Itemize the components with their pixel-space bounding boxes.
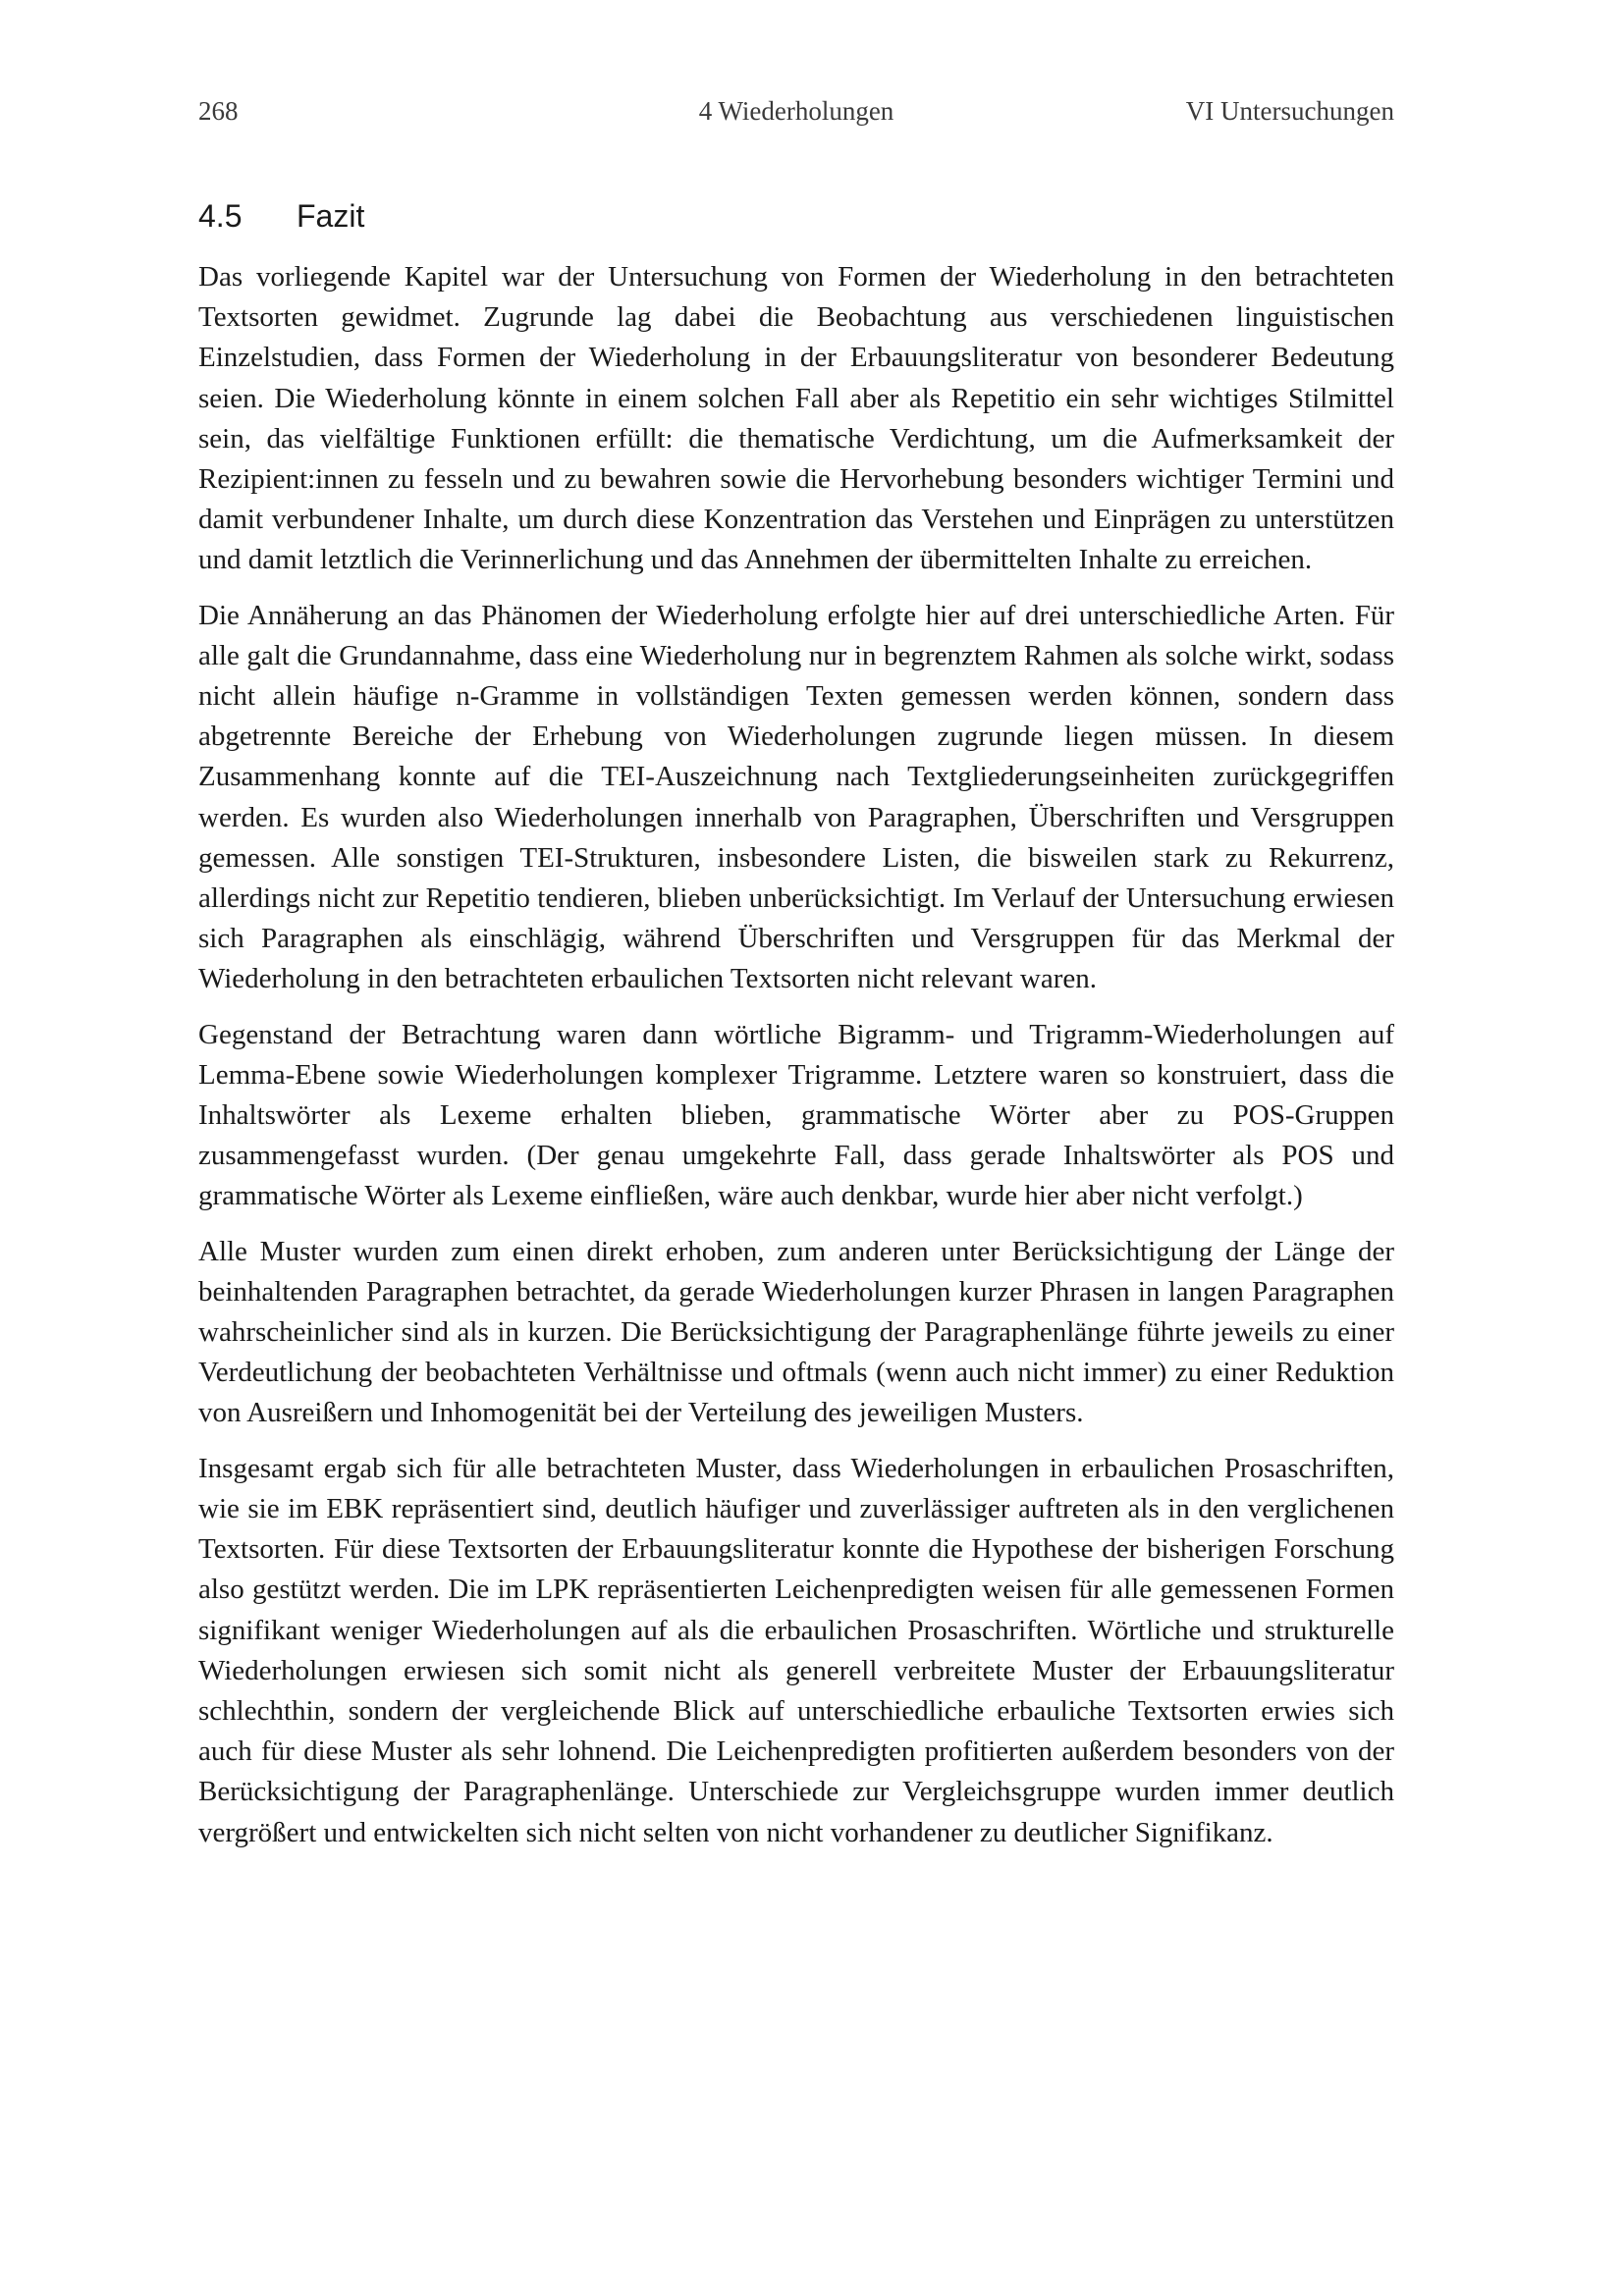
paragraph-4: Alle Muster wurden zum einen direkt erhoben, zum anderen unter Berücksichtigung der Länge der beinhaltenden Paragraphen betrachtet, da gerade Wiederholungen kurzer Phrasen in langen Paragraphen wahrscheinlicher sind als in kurzen. Die Berücksichtigung der Paragraphenlänge führte jeweils zu einer Verdeutlichung der beobachteten Verhältnisse und oftmals (wenn auch nicht immer) zu einer Reduktion von Ausreißern und Inhomogenität bei der Verteilung des jeweiligen Musters. xyxy=(198,1235,1394,1429)
body-text xyxy=(198,257,1394,1868)
document-page xyxy=(198,0,1394,2296)
section-title: Fazit xyxy=(297,198,365,234)
section-number: 4.5 xyxy=(198,198,243,234)
running-head xyxy=(198,96,1394,135)
paragraph-3: Gegenstand der Betrachtung waren dann wörtliche Bigramm- und Trigramm-Wiederholungen auf Lemma-Ebene sowie Wiederholungen komplexer Trigramme. Letztere waren so konstruiert, dass die Inhaltswörter als Lexeme erhalten blieben, grammatische Wörter aber zu POS-Gruppen zusammengefasst wurden. (Der genau umgekehrte Fall, dass gerade Inhaltswörter als POS und grammatische Wörter als Lexeme einfließen, wäre auch denkbar, wurde hier aber nicht verfolgt.) xyxy=(198,1018,1394,1212)
paragraph-1: Das vorliegende Kapitel war der Untersuchung von Formen der Wiederholung in den betrachteten Textsorten gewidmet. Zugrunde lag dabei die Beobachtung aus verschiedenen linguistischen Einzelstudien, dass Formen der Wiederholung in der Erbauungsliteratur von besonderer Bedeutung seien. Die Wiederholung könnte in einem solchen Fall aber als Repetitio ein sehr wichtiges Stilmittel sein, das vielfältige Funktionen erfüllt: die thematische Verdichtung, um die Aufmerksamkeit der Rezipient:innen zu fesseln und zu bewahren sowie die Hervorhebung besonders wichtiger Termini und damit verbundener Inhalte, um durch diese Konzentration das Verstehen und Einprägen zu unterstützen und damit letztlich die Verinnerlichung und das Annehmen der übermittelten Inhalte zu erreichen. xyxy=(198,261,1394,576)
paragraph-5: Insgesamt ergab sich für alle betrachteten Muster, dass Wiederholungen in erbaulichen Prosaschriften, wie sie im EBK repräsentiert sind, deutlich häufiger und zuverlässiger auftreten als in den verglichenen Textsorten. Für diese Textsorten der Erbauungsliteratur konnte die Hypothese der bisherigen Forschung also gestützt werden. Die im LPK repräsentierten Leichenpredigten weisen für alle gemessenen Formen signifikant weniger Wiederholungen auf als die erbaulichen Prosaschriften. Wörtliche und strukturelle Wiederholungen erwiesen sich somit nicht als generell verbreitete Muster der Erbauungsliteratur schlechthin, sondern der vergleichende Blick auf unterschiedliche erbauliche Textsorten erwies sich auch für diese Muster als sehr lohnend. Die Leichenpredigten profitierten außerdem besonders von der Berücksichtigung der Paragraphenlänge. Unterschiede zur Vergleichsgruppe wurden immer deutlich vergrößert und entwickelten sich nicht selten von nicht vorhandener zu deutlicher Signifikanz. xyxy=(198,1452,1394,1848)
chapter-title: 4 Wiederholungen xyxy=(698,96,894,126)
part-title: VI Untersuchungen xyxy=(1185,96,1394,126)
paragraph-2: Die Annäherung an das Phänomen der Wiederholung erfolgte hier auf drei unterschiedliche Arten. Für alle galt die Grundannahme, dass eine Wiederholung nur in begrenztem Rahmen als solche wirkt, sodass nicht allein häufige n-Gramme in vollständigen Texten gemessen werden können, sondern dass abgetrennte Bereiche der Erhebung von Wiederholungen zugrunde liegen müssen. In diesem Zusammenhang konnte auf die TEI-Auszeichnung nach Textgliederungseinheiten zurückgegriffen werden. Es wurden also Wiederholungen innerhalb von Paragraphen, Überschriften und Versgruppen gemessen. Alle sonstigen TEI-Strukturen, insbesondere Listen, die bisweilen stark zu Rekurrenz, allerdings nicht zur Repetitio tendieren, blieben unberücksichtigt. Im Verlauf der Untersuchung erwiesen sich Paragraphen als einschlägig, während Überschriften und Versgruppen für das Merkmal der Wiederholung in den betrachteten erbaulichen Textsorten nicht relevant waren. xyxy=(198,599,1394,995)
page-number: 268 xyxy=(198,96,239,126)
section-heading xyxy=(198,198,364,235)
